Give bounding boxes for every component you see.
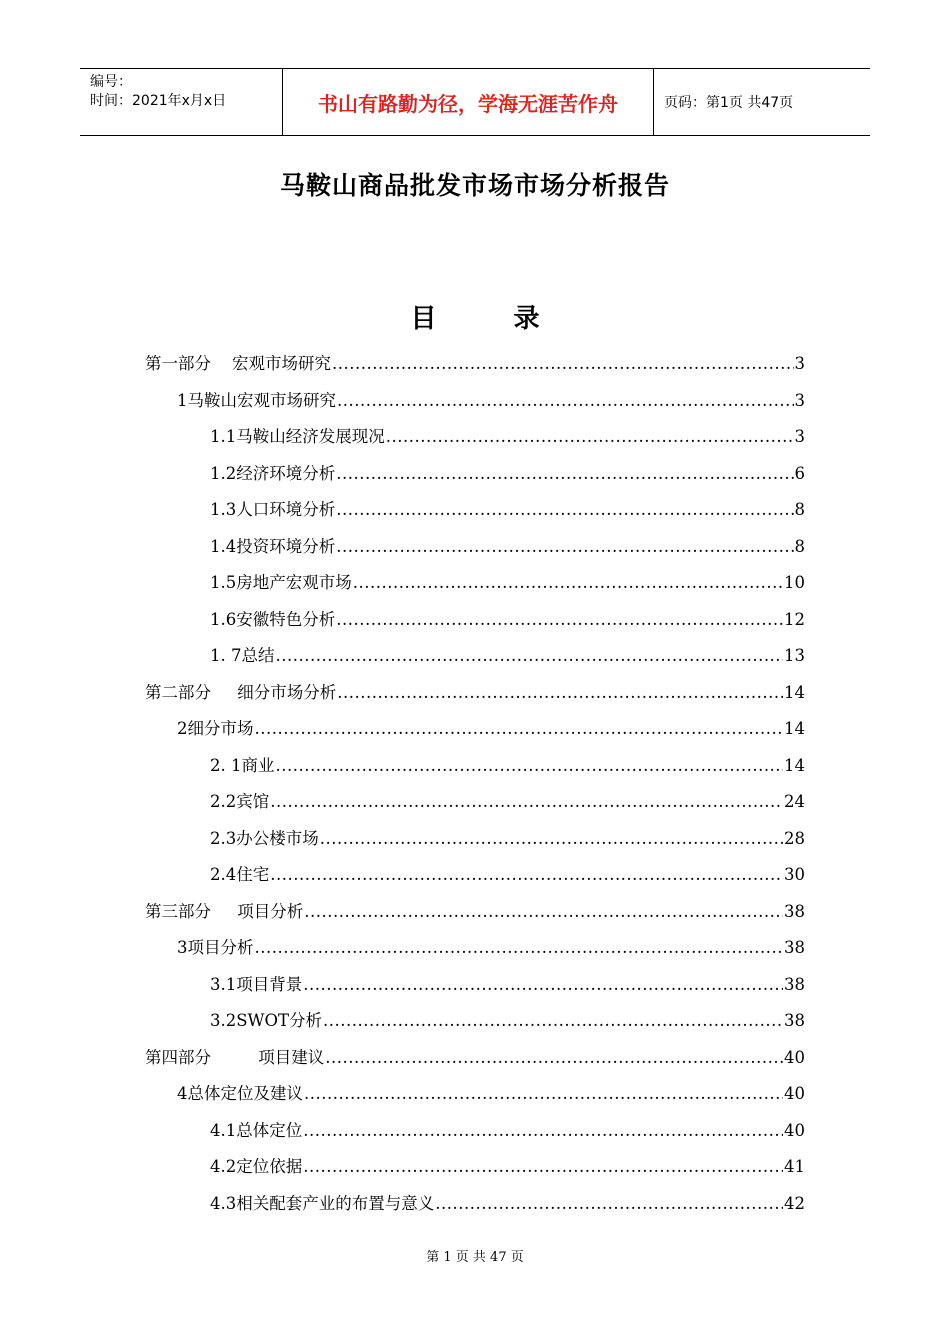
toc-leader-dots xyxy=(304,1082,783,1106)
toc-entry-label: 第三部分 项目分析 xyxy=(145,901,304,921)
toc-leader-dots xyxy=(336,462,793,486)
toc-leader-dots xyxy=(325,1046,783,1070)
toc-entry-page: 12 xyxy=(784,609,805,629)
header-motto: 书山有路勤为径，学海无涯苦作舟 xyxy=(282,69,654,135)
toc-entry-page: 14 xyxy=(784,719,805,738)
toc-entry[interactable] xyxy=(210,1009,805,1033)
toc-leader-dots xyxy=(255,936,784,960)
toc-entry-page: 8 xyxy=(794,500,805,519)
toc-entry[interactable] xyxy=(210,571,805,595)
toc-entry-page: 3 xyxy=(794,390,805,410)
toc-entry[interactable] xyxy=(210,462,805,486)
toc-entry-label: 4.1总体定位 xyxy=(210,1120,303,1140)
toc-entry-page: 41 xyxy=(784,1157,805,1176)
toc-leader-dots xyxy=(323,1009,783,1033)
toc-leader-dots xyxy=(276,644,784,668)
toc-entry-label: 第一部分 宏观市场研究 xyxy=(145,354,331,373)
toc-leader-dots xyxy=(276,754,784,778)
toc-leader-dots xyxy=(332,352,794,376)
toc-entry-page: 28 xyxy=(784,828,805,848)
toc-entry-page: 6 xyxy=(794,463,805,483)
toc-leader-dots xyxy=(336,535,793,559)
toc-entry[interactable] xyxy=(210,425,805,449)
toc-entry-page: 24 xyxy=(784,792,805,811)
header-number-label: 编号： xyxy=(90,74,132,90)
toc-entry-page: 13 xyxy=(784,646,805,665)
toc-entry[interactable] xyxy=(210,535,805,559)
toc-entry-page: 40 xyxy=(784,1047,805,1067)
toc-entry-label: 2.2宾馆 xyxy=(210,792,270,811)
header-page-info: 页码：第1页 共47页 xyxy=(664,95,794,111)
toc-heading: 目 录 xyxy=(410,304,574,334)
toc-entry[interactable] xyxy=(210,1119,805,1143)
page-footer: 第 1 页 共 47 页 xyxy=(426,1250,524,1265)
toc-entry-page: 14 xyxy=(784,682,805,702)
toc-entry-page: 38 xyxy=(784,974,805,994)
toc-entry-page: 42 xyxy=(784,1193,805,1213)
toc-entry-label: 1.6安徽特色分析 xyxy=(210,609,336,629)
toc-leader-dots xyxy=(270,863,783,887)
document-title: 马鞍山商品批发市场市场分析报告 xyxy=(279,171,670,200)
toc-leader-dots xyxy=(303,1155,783,1179)
toc-entry[interactable] xyxy=(210,1155,805,1179)
toc-leader-dots xyxy=(336,498,793,522)
toc-entry-page: 14 xyxy=(784,755,805,775)
toc-entry-label: 2.4住宅 xyxy=(210,865,270,884)
header-meta xyxy=(80,69,282,135)
toc-leader-dots xyxy=(270,790,783,814)
toc-entry-label: 4.2定位依据 xyxy=(210,1157,303,1176)
toc-entry-label: 1.2经济环境分析 xyxy=(210,463,336,483)
toc-entry[interactable] xyxy=(210,754,805,778)
toc-entry-label: 1. 7总结 xyxy=(210,646,275,665)
toc-entry-label: 2细分市场 xyxy=(177,719,254,738)
toc-entry-label: 1.4投资环境分析 xyxy=(210,536,336,556)
toc-entry[interactable] xyxy=(210,790,805,814)
toc-leader-dots xyxy=(303,1119,783,1143)
toc-entry-label: 4.3相关配套产业的布置与意义 xyxy=(210,1193,435,1213)
toc-entry-page: 10 xyxy=(784,573,805,592)
toc-entry-page: 38 xyxy=(784,1011,805,1030)
toc-entry[interactable] xyxy=(145,681,805,705)
toc-entry[interactable] xyxy=(210,827,805,851)
toc-entry[interactable] xyxy=(210,973,805,997)
toc-leader-dots xyxy=(336,608,783,632)
toc-entry-page: 40 xyxy=(784,1084,805,1103)
toc-entry-label: 1.1马鞍山经济发展现况 xyxy=(210,427,385,446)
toc-entry[interactable] xyxy=(177,717,805,741)
toc-leader-dots xyxy=(386,425,794,449)
toc-leader-dots xyxy=(304,900,783,924)
toc-entry-page: 38 xyxy=(784,901,805,921)
toc-leader-dots xyxy=(353,571,783,595)
toc-entry-label: 2. 1商业 xyxy=(210,755,275,775)
toc-entry[interactable] xyxy=(177,389,805,413)
toc-leader-dots xyxy=(320,827,783,851)
toc-entry[interactable] xyxy=(177,1082,805,1106)
toc-entry[interactable] xyxy=(145,352,805,376)
toc-entry[interactable] xyxy=(210,863,805,887)
toc-entry-label: 3项目分析 xyxy=(177,938,254,957)
toc-entry-label: 1马鞍山宏观市场研究 xyxy=(177,390,336,410)
toc-entry[interactable] xyxy=(210,644,805,668)
toc-entry-label: 4总体定位及建议 xyxy=(177,1084,303,1103)
toc-entry-label: 3.1项目背景 xyxy=(210,974,303,994)
toc-entry[interactable] xyxy=(177,936,805,960)
toc-entry-label: 2.3办公楼市场 xyxy=(210,828,319,848)
toc-entry-page: 40 xyxy=(784,1120,805,1140)
toc-entry[interactable] xyxy=(145,1046,805,1070)
toc-entry[interactable] xyxy=(210,608,805,632)
toc-leader-dots xyxy=(435,1192,783,1216)
toc-entry-label: 1.3人口环境分析 xyxy=(210,500,336,519)
toc-entry[interactable] xyxy=(210,498,805,522)
toc-entry[interactable] xyxy=(145,900,805,924)
toc-entry-page: 3 xyxy=(794,354,805,373)
toc-entry[interactable] xyxy=(210,1192,805,1216)
page-header xyxy=(80,68,870,136)
toc-entry-label: 第二部分 细分市场分析 xyxy=(145,682,337,702)
toc-leader-dots xyxy=(255,717,784,741)
toc-entry-page: 30 xyxy=(784,865,805,884)
toc-leader-dots xyxy=(303,973,783,997)
toc-entry-page: 8 xyxy=(794,536,805,556)
toc-entry-label: 1.5房地产宏观市场 xyxy=(210,573,352,592)
toc-entry-label: 3.2SWOT分析 xyxy=(210,1011,323,1030)
toc-leader-dots xyxy=(337,681,783,705)
toc-entry-page: 3 xyxy=(794,427,805,446)
header-time-label: 时间：2021年x月x日 xyxy=(90,93,227,109)
toc-leader-dots xyxy=(337,389,794,413)
toc-entry-page: 38 xyxy=(784,938,805,957)
toc-entry-label: 第四部分 项目建议 xyxy=(145,1047,325,1067)
